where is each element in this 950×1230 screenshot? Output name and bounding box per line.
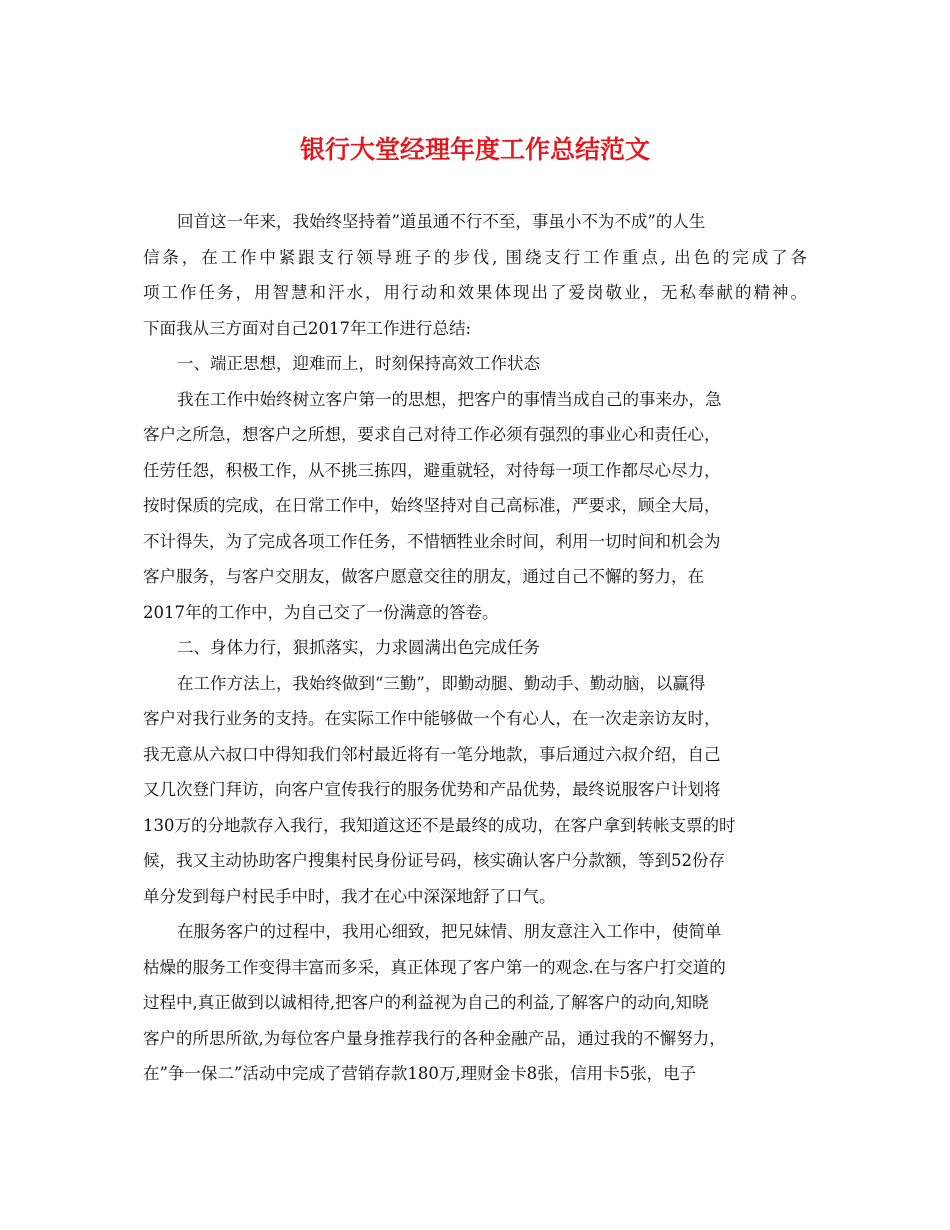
text-line: 客户对我行业务的支持。在实际工作中能够做一个有心人，在一次走亲访友时， [143,709,721,728]
section-heading-1: 一、端正思想，迎难而上，时刻保持高效工作状态 [177,354,540,373]
text-line: 客户之所急，想客户之所想，要求自己对待工作必须有强烈的事业心和责任心， [143,425,721,444]
text-line: 又几次登门拜访，向客户宣传我行的服务优势和产品优势，最终说服客户计划将 [143,780,721,799]
text-line: 客户的所思所欲,为每位客户量身推荐我行的各种金融产品，通过我的不懈努力， [143,1028,726,1048]
text-line: 过程中,真正做到以诚相待,把客户的利益视为自己的利益,了解客户的动向,知晓 [143,993,709,1012]
text-line: 客户服务，与客户交朋友，做客户愿意交往的朋友，通过自己不懈的努力，在 [143,567,704,586]
document-body [143,204,807,1092]
text-line: 候，我又主动协助客户搜集村民身份证号码，核实确认客户分款额，等到52份存 [143,851,725,870]
text-line: 单分发到每户村民手中时，我才在心中深深地舒了口气。 [143,886,556,906]
text-line: 不计得失，为了完成各项工作任务，不惜牺牲业余时间，利用一切时间和机会为 [143,531,721,551]
text-line: 在服务客户的过程中，我用心细致，把兄妹情、朋友意注入工作中，使简单 [177,922,722,941]
text-line: 按时保质的完成，在日常工作中，始终坚持对自己高标准，严要求，顾全大局， [143,496,721,515]
text-line: 任劳任怨，积极工作，从不挑三拣四，避重就轻，对待每一项工作都尽心尽力， [143,460,721,480]
text-line: 项工作任务，用智慧和汗水，用行动和效果体现出了爱岗敬业，无私奉献的精神。 [143,283,807,302]
text-line: 130万的分地款存入我行，我知道这还不是最终的成功，在客户拿到转帐支票的时 [143,815,736,835]
text-line: 回首这一年来，我始终坚持着”道虽通不行不至，事虽小不为不成”的人生 [177,212,706,231]
document-title: 银行大堂经理年度工作总结范文 [299,135,650,164]
text-line: 枯燥的服务工作变得丰富而多采，真正体现了客户第一的观念.在与客户打交道的 [143,957,726,977]
text-line: 信条，在工作中紧跟支行领导班子的步伐, 围绕支行工作重点, 出色的完成了各 [143,247,807,267]
text-line: 在”争一保二”活动中完成了营销存款180万,理财金卡8张，信用卡5张，电子 [143,1064,697,1083]
section-heading-2: 二、身体力行，狠抓落实，力求圆满出色完成任务 [177,638,540,657]
text-line: 在工作方法上，我始终做到“三勤”，即勤动腿、勤动手、勤动脑，以赢得 [177,673,706,693]
text-line: 我在工作中始终树立客户第一的思想，把客户的事情当成自己的事来办，急 [177,389,722,409]
text-line: 下面我从三方面对自己2017年工作进行总结: [143,318,472,338]
text-line: 我无意从六叔口中得知我们邻村最近将有一笔分地款，事后通过六叔介绍，自己 [143,744,721,764]
text-line: 2017年的工作中，为自己交了一份满意的答卷。 [143,602,499,622]
